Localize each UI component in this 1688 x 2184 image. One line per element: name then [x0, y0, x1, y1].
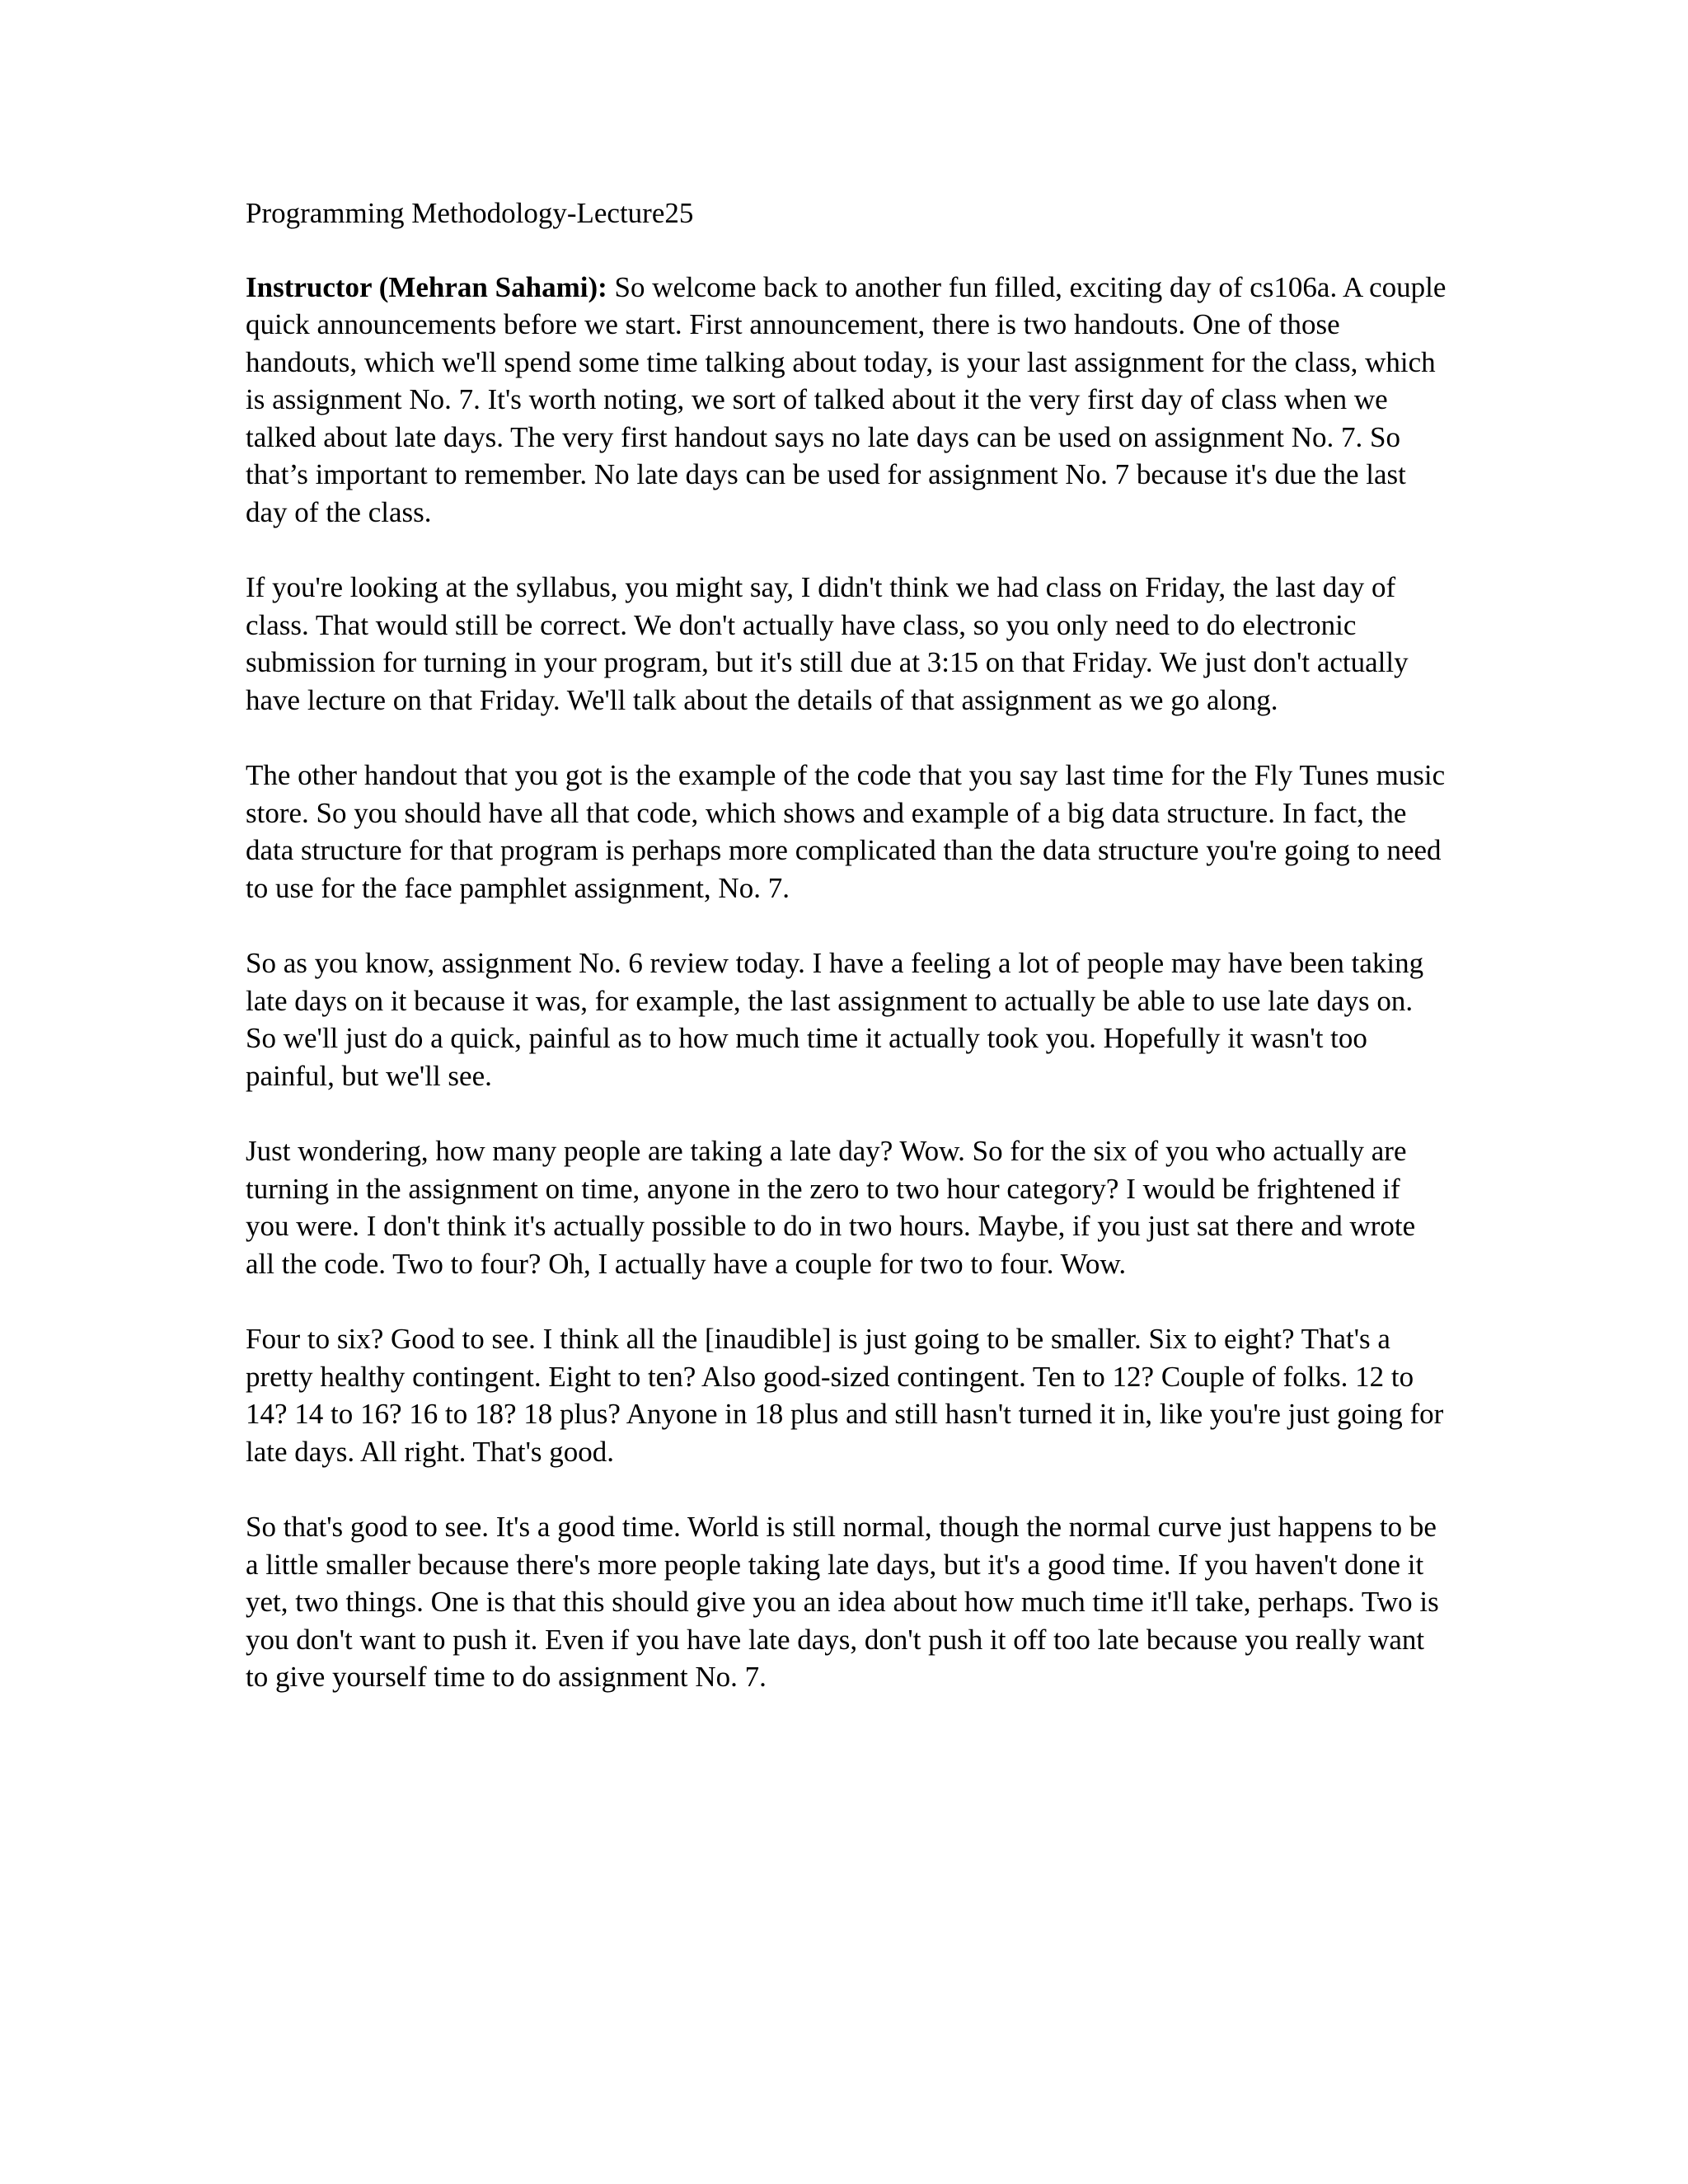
paragraph-5: Just wondering, how many people are taking a late day? Wow. So for the six of you who actually are turning in the assignment on time, anyone in the zero to two hour category? I would be frightened if you were. I don't think it's actually possible to do in two hours. Maybe, if you just sat there and wrote all the code. Two to four? Oh, I actually have a couple for two to four. Wow. — [246, 1135, 1416, 1280]
document-body — [246, 194, 1449, 1734]
paragraph-3: The other handout that you got is the example of the code that you say last time for the Fly Tunes music store. So you should have all that code, which shows and example of a big data structure. In fact, the data structure for that program is perhaps more complicated than the data structure you're going to need to use for the face pamphlet assignment, No. 7. — [246, 759, 1446, 904]
paragraph-6: Four to six? Good to see. I think all the [inaudible] is just going to be smaller. Six to eight? That's a pretty healthy contingent. Eight to ten? Also good-sized contingent. Ten to 12? Couple of folks. 12 to 14? 14 to 16? 16 to 18? 18 plus? Anyone in 18 plus and still hasn't turned it in, like you're just going for late days. All right. That's good. — [246, 1323, 1444, 1468]
paragraph-2: If you're looking at the syllabus, you might say, I didn't think we had class on Friday, the last day of class. That would still be correct. We don't actually have class, so you only need to do electronic submission for turning in your program, but it's still due at 3:15 on that Friday. We just don't actually have lecture on that Friday. We'll talk about the details of that assignment as we go along. — [246, 571, 1409, 716]
paragraph-7: So that's good to see. It's a good time. World is still normal, though the normal curve just happens to be a little smaller because there's more people taking late days, but it's a good time. If you haven't done it yet, two things. One is that this should give you an idea about how much time it'll take, perhaps. Two is you don't want to push it. Even if you have late days, don't push it off too late because you really want to give yourself time to do assignment No. 7. — [246, 1511, 1439, 1693]
speaker-label: Instructor (Mehran Sahami): — [246, 270, 607, 303]
document-title: Programming Methodology-Lecture25 — [246, 197, 694, 229]
paragraph-4: So as you know, assignment No. 6 review today. I have a feeling a lot of people may have been taking late days on it because it was, for example, the last assignment to actually be able to use late days on. So we'll just do a quick, painful as to how much time it actually took you. Hopefully it wasn't too painful, but we'll see. — [246, 947, 1424, 1092]
paragraph-1-text: So welcome back to another fun filled, exciting day of cs106a. A couple quick announcements before we start. First announcement, there is two handouts. One of those handouts, which we'll spend some time talking about today, is your last assignment for the class, which is assignment No. 7. It's worth noting, we sort of talked about it the very first day of class when we talked about late days. The very first handout says no late days can be used on assignment No. 7. So that’s important to remember. No late days can be used for assignment No. 7 because it's due the last day of the class. — [246, 270, 1447, 528]
paragraph-1 — [246, 269, 1449, 532]
